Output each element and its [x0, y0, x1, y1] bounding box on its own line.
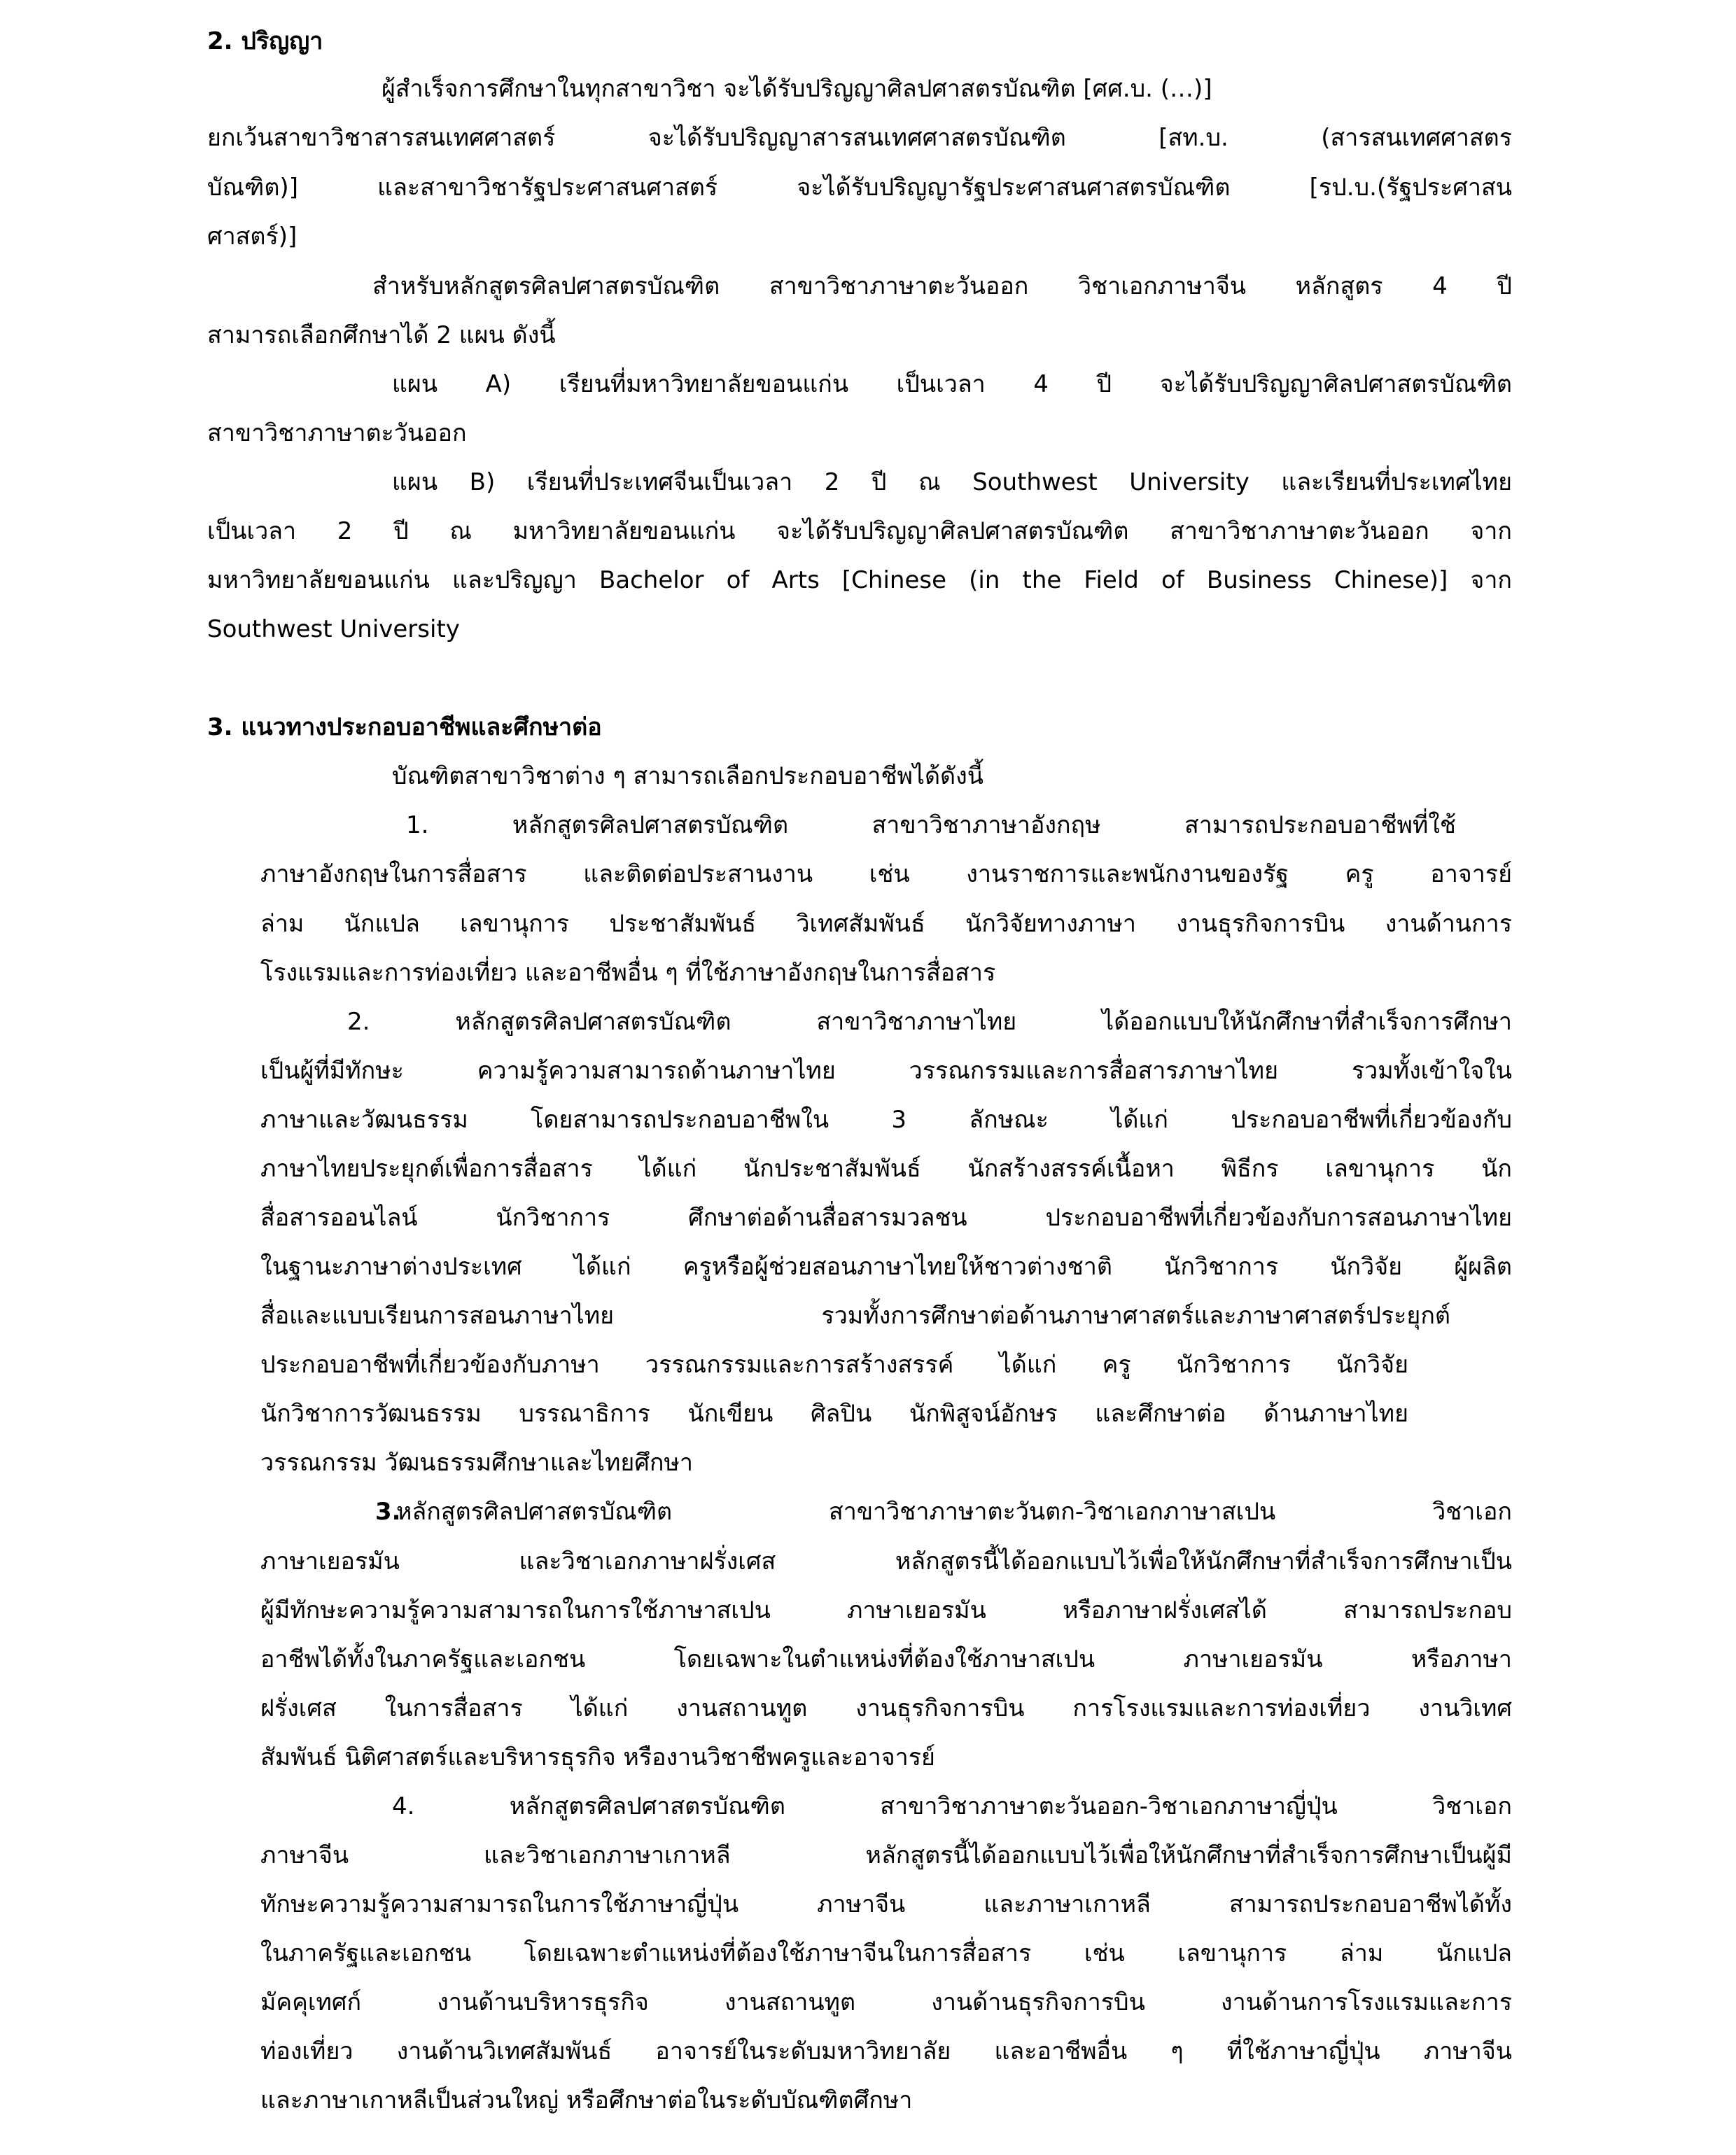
paragraph-line: ประกอบอาชีพที่เกี่ยวข้องกับภาษา วรรณกรรมและการสร้างสรรค์ ได้แก่ ครู นักวิชาการ นักวิจัย — [260, 1351, 1408, 1379]
list-item-4-line: 4. หลักสูตรศิลปศาสตรบัณฑิต สาขาวิชาภาษาตะวันออก-วิชาเอกภาษาญี่ปุ่น วิชาเอก — [392, 1792, 1512, 1820]
paragraph-line: โรงแรมและการท่องเที่ยว และอาชีพอื่น ๆ ที่ใช้ภาษาอังกฤษในการสื่อสาร — [260, 959, 996, 987]
paragraph-line: สามารถเลือกศึกษาได้ 2 แผน ดังนี้ — [207, 321, 556, 349]
plan-b-line: แผน B) เรียนที่ประเทศจีนเป็นเวลา 2 ปี ณ Southwest University และเรียนที่ประเทศไทย — [392, 468, 1512, 496]
paragraph-line: วรรณกรรม วัฒนธรรมศึกษาและไทยศึกษา — [260, 1449, 694, 1477]
paragraph-line: สื่อและแบบเรียนการสอนภาษาไทย รวมทั้งการศึกษาต่อด้านภาษาศาสตร์และภาษาศาสตร์ประยุกต์ — [260, 1302, 1450, 1330]
paragraph-line: Southwest University — [207, 615, 460, 643]
paragraph-line: ในฐานะภาษาต่างประเทศ ได้แก่ ครูหรือผู้ช่วยสอนภาษาไทยให้ชาวต่างชาติ นักวิชาการ นักวิจัย ผู้ผลิต — [260, 1253, 1512, 1281]
paragraph-line: สัมพันธ์ นิติศาสตร์และบริหารธุรกิจ หรืองานวิชาชีพครูและอาจารย์ — [260, 1743, 935, 1771]
paragraph-line: ผู้มีทักษะความรู้ความสามารถในการใช้ภาษาสเปน ภาษาเยอรมัน หรือภาษาฝรั่งเศสได้ สามารถประกอบ — [260, 1596, 1512, 1624]
list-item-3-line: หลักสูตรศิลปศาสตรบัณฑิต สาขาวิชาภาษาตะวันตก-วิชาเอกภาษาสเปน วิชาเอก — [396, 1498, 1512, 1526]
paragraph-line: ศาสตร์)] — [207, 223, 298, 251]
paragraph-line: สำหรับหลักสูตรศิลปศาสตรบัณฑิต สาขาวิชาภาษาตะวันออก วิชาเอกภาษาจีน หลักสูตร 4 ปี — [372, 272, 1512, 300]
paragraph-line: มหาวิทยาลัยขอนแก่น และปริญญา Bachelor of Arts [Chinese (in the Field of Business Chinese)] จาก — [207, 566, 1512, 594]
paragraph-line: เป็นเวลา 2 ปี ณ มหาวิทยาลัยขอนแก่น จะได้รับปริญญาศิลปศาสตรบัณฑิต สาขาวิชาภาษาตะวันออก จาก — [207, 517, 1512, 545]
paragraph-line: ภาษาและวัฒนธรรม โดยสามารถประกอบอาชีพใน 3 ลักษณะ ได้แก่ ประกอบอาชีพที่เกี่ยวข้องกับ — [260, 1106, 1512, 1134]
paragraph-line: สาขาวิชาภาษาตะวันออก — [207, 419, 467, 447]
paragraph-line: ผู้สำเร็จการศึกษาในทุกสาขาวิชา จะได้รับปริญญาศิลปศาสตรบัณฑิต [ศศ.บ. (…)] — [382, 75, 1212, 103]
paragraph-line: อาชีพได้ทั้งในภาครัฐและเอกชน โดยเฉพาะในตำแหน่งที่ต้องใช้ภาษาสเปน ภาษาเยอรมัน หรือภาษา — [260, 1645, 1512, 1673]
paragraph-line: ท่องเที่ยว งานด้านวิเทศสัมพันธ์ อาจารย์ในระดับมหาวิทยาลัย และอาชีพอื่น ๆ ที่ใช้ภาษาญี่ปุ่น ภาษาจีน — [260, 2037, 1512, 2065]
paragraph-line: ภาษาจีน และวิชาเอกภาษาเกาหลี หลักสูตรนี้ได้ออกแบบไว้เพื่อให้นักศึกษาที่สำเร็จการศึกษาเป็นผู้มี — [260, 1841, 1512, 1869]
paragraph-line: ในภาครัฐและเอกชน โดยเฉพาะตำแหน่งที่ต้องใช้ภาษาจีนในการสื่อสาร เช่น เลขานุการ ล่าม นักแปล — [260, 1939, 1512, 1967]
paragraph-line: ภาษาอังกฤษในการสื่อสาร และติดต่อประสานงาน เช่น งานราชการและพนักงานของรัฐ ครู อาจารย์ — [260, 860, 1512, 888]
paragraph-line: ทักษะความรู้ความสามารถในการใช้ภาษาญี่ปุ่น ภาษาจีน และภาษาเกาหลี สามารถประกอบอาชีพได้ทั้ง — [260, 1890, 1512, 1918]
paragraph-line: บัณฑิต)] และสาขาวิชารัฐประศาสนศาสตร์ จะได้รับปริญญารัฐประศาสนศาสตรบัณฑิต [รป.บ.(รัฐประศาสน — [207, 174, 1512, 202]
paragraph-line: เป็นผู้ที่มีทักษะ ความรู้ความสามารถด้านภาษาไทย วรรณกรรมและการสื่อสารภาษาไทย รวมทั้งเข้าใจใน — [260, 1057, 1512, 1085]
paragraph-line: ฝรั่งเศส ในการสื่อสาร ได้แก่ งานสถานทูต งานธุรกิจการบิน การโรงแรมและการท่องเที่ยว งานวิเทศ — [260, 1694, 1512, 1722]
paragraph-line: บัณฑิตสาขาวิชาต่าง ๆ สามารถเลือกประกอบอาชีพได้ดังนี้ — [392, 762, 983, 790]
paragraph-line: มัคคุเทศก์ งานด้านบริหารธุรกิจ งานสถานทูต งานด้านธุรกิจการบิน งานด้านการโรงแรมและการ — [260, 1988, 1512, 2016]
list-item-2-line: 2. หลักสูตรศิลปศาสตรบัณฑิต สาขาวิชาภาษาไทย ได้ออกแบบให้นักศึกษาที่สำเร็จการศึกษา — [347, 1008, 1512, 1036]
section-2-heading: 2. ปริญญา — [207, 27, 323, 55]
paragraph-line: ยกเว้นสาขาวิชาสารสนเทศศาสตร์ จะได้รับปริญญาสารสนเทศศาสตรบัณฑิต [สท.บ. (สารสนเทศศาสตร — [207, 124, 1512, 152]
paragraph-line: ภาษาไทยประยุกต์เพื่อการสื่อสาร ได้แก่ นักประชาสัมพันธ์ นักสร้างสรรค์เนื้อหา พิธีกร เลขานุการ นัก — [260, 1155, 1512, 1183]
paragraph-line: ภาษาเยอรมัน และวิชาเอกภาษาฝรั่งเศส หลักสูตรนี้ได้ออกแบบไว้เพื่อให้นักศึกษาที่สำเร็จการศึกษาเป็น — [260, 1547, 1512, 1575]
paragraph-line: ล่าม นักแปล เลขานุการ ประชาสัมพันธ์ วิเทศสัมพันธ์ นักวิจัยทางภาษา งานธุรกิจการบิน งานด้านการ — [260, 910, 1512, 938]
list-item-3-number: 3. — [375, 1498, 401, 1526]
plan-a-line: แผน A) เรียนที่มหาวิทยาลัยขอนแก่น เป็นเวลา 4 ปี จะได้รับปริญญาศิลปศาสตรบัณฑิต — [392, 370, 1512, 398]
paragraph-line: และภาษาเกาหลีเป็นส่วนใหญ่ หรือศึกษาต่อในระดับบัณฑิตศึกษา — [260, 2086, 913, 2114]
paragraph-line: สื่อสารออนไลน์ นักวิชาการ ศึกษาต่อด้านสื่อสารมวลชน ประกอบอาชีพที่เกี่ยวข้องกับการสอนภาษาไทย — [260, 1204, 1512, 1232]
list-item-1-line: 1. หลักสูตรศิลปศาสตรบัณฑิต สาขาวิชาภาษาอังกฤษ สามารถประกอบอาชีพที่ใช้ — [406, 811, 1456, 839]
paragraph-line: นักวิชาการวัฒนธรรม บรรณาธิการ นักเขียน ศิลปิน นักพิสูจน์อักษร และศึกษาต่อ ด้านภาษาไทย — [260, 1400, 1408, 1428]
section-3-heading: 3. แนวทางประกอบอาชีพและศึกษาต่อ — [207, 713, 602, 741]
